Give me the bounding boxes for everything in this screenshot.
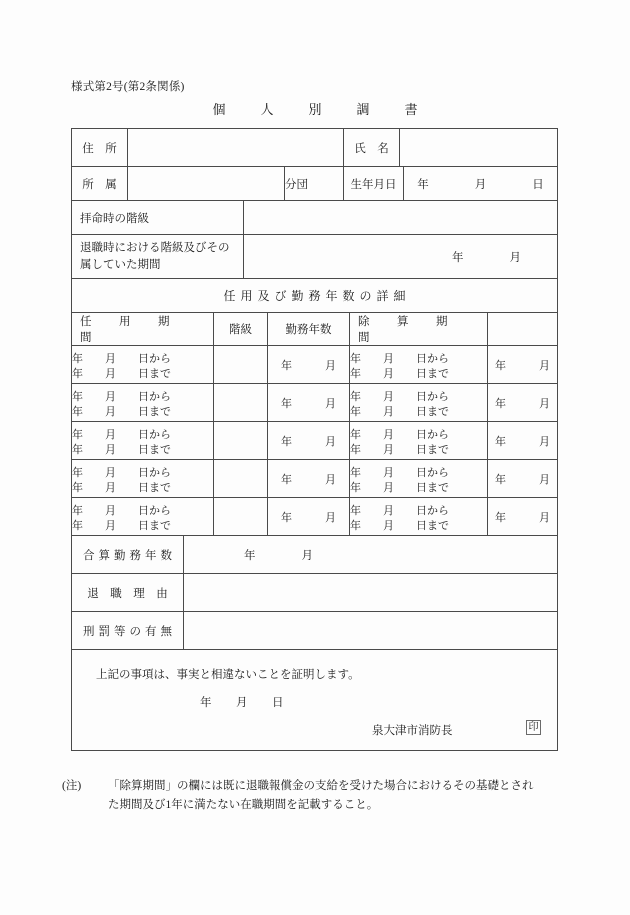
birthdate-field[interactable]: 年 月 日 — [417, 178, 544, 191]
department-field[interactable] — [128, 167, 285, 200]
appointment-period-text — [72, 423, 171, 458]
certification-signer: 泉大津市消防長 — [372, 725, 453, 737]
name-label: 氏 名 — [344, 129, 400, 166]
footnote-line2: た期間及び1年に満たない在職期間を記載すること。 — [108, 799, 379, 811]
department-label: 所 属 — [72, 167, 128, 200]
detail-excluded-period-cell[interactable] — [350, 346, 488, 383]
certification-date-year: 年 — [200, 697, 212, 709]
retirement-reason-label-text: 退 職 理 由 — [87, 587, 168, 600]
detail-excluded-total-cell[interactable]: 年 月 — [495, 397, 550, 410]
address-field[interactable] — [128, 129, 344, 166]
excluded-to: 年 月 日まで — [350, 368, 449, 380]
excluded-from: 年 月 日から — [350, 353, 449, 365]
excluded-period-text — [350, 499, 449, 534]
detail-service-cell[interactable]: 年 月 — [268, 384, 350, 421]
certification-date-day: 日 — [272, 697, 284, 709]
excluded-to: 年 月 日まで — [350, 406, 449, 418]
table-row-section-banner — [72, 279, 557, 313]
form-number: 様式第2号(第2条関係) — [71, 81, 185, 93]
name-field[interactable] — [400, 129, 557, 166]
header-excluded-total — [488, 313, 557, 345]
detail-service-cell[interactable]: 年 月 — [268, 346, 350, 383]
excluded-period-text — [350, 347, 449, 382]
header-appointment-period-text: 任 用 期 間 — [80, 316, 197, 344]
detail-excluded-period-cell[interactable] — [350, 460, 488, 497]
header-excluded-period-text: 除 算 期 間 — [358, 316, 475, 344]
appointment-from: 年 月 日から — [72, 391, 171, 403]
excluded-period-text — [350, 461, 449, 496]
detail-service-cell[interactable]: 年 月 — [268, 422, 350, 459]
detail-service-cell[interactable]: 年 月 — [268, 460, 350, 497]
total-service-label — [72, 536, 184, 573]
detail-service-cell[interactable]: 年 月 — [268, 498, 350, 535]
table-row-department — [72, 167, 557, 201]
rank-on-retirement-label-line1: 退職時における階級及びその — [80, 242, 230, 254]
detail-excluded-period-cell[interactable] — [350, 498, 488, 535]
detail-appointment-period-cell[interactable] — [72, 460, 214, 497]
excluded-to: 年 月 日まで — [350, 482, 449, 494]
appointment-to: 年 月 日まで — [72, 368, 171, 380]
excluded-from: 年 月 日から — [350, 391, 449, 403]
penalty-label — [72, 612, 184, 649]
detail-appointment-period-cell[interactable] — [72, 346, 214, 383]
detail-excluded-total-cell[interactable]: 年 月 — [495, 359, 550, 372]
appointment-from: 年 月 日から — [72, 467, 171, 479]
retirement-reason-label — [72, 574, 184, 611]
total-service-field[interactable]: 年 月 — [244, 549, 313, 562]
rank-on-retirement-period: 年 月 — [452, 251, 521, 264]
appointment-to: 年 月 日まで — [72, 444, 171, 456]
seal-icon: 印 — [526, 720, 541, 735]
certification-date-month: 月 — [236, 697, 248, 709]
rank-on-retirement-label-line2: 属していた期間 — [80, 259, 161, 271]
detail-appointment-period-cell[interactable] — [72, 422, 214, 459]
detail-excluded-total-cell[interactable]: 年 月 — [495, 473, 550, 486]
header-rank: 階級 — [214, 313, 268, 345]
appointment-period-text — [72, 347, 171, 382]
appointment-from: 年 月 日から — [72, 505, 171, 517]
appointment-from: 年 月 日から — [72, 353, 171, 365]
certification-block — [72, 650, 557, 750]
detail-excluded-period-cell[interactable] — [350, 422, 488, 459]
department-unit-label: 分団 — [285, 167, 344, 200]
rank-on-retirement-field[interactable] — [244, 235, 557, 278]
table-row-rank-on-appointment — [72, 201, 557, 235]
section-banner-text: 任用及び勤務年数の詳細 — [223, 289, 411, 303]
detail-rank-cell[interactable] — [214, 460, 268, 497]
appointment-to: 年 月 日まで — [72, 406, 171, 418]
certification-statement: 上記の事項は、事実と相違ないことを証明します。 — [96, 669, 360, 681]
table-row-retirement-reason — [72, 574, 557, 612]
table-row — [72, 460, 557, 498]
detail-rank-cell[interactable] — [214, 346, 268, 383]
rank-on-appointment-field[interactable] — [244, 201, 557, 234]
excluded-period-text — [350, 385, 449, 420]
rank-on-appointment-label: 拝命時の階級 — [72, 201, 244, 234]
excluded-from: 年 月 日から — [350, 429, 449, 441]
header-service-years: 勤務年数 — [268, 313, 350, 345]
page-title — [0, 99, 630, 118]
appointment-period-text — [72, 499, 171, 534]
rank-on-retirement-label — [72, 235, 244, 278]
table-row — [72, 422, 557, 460]
main-form-table — [71, 128, 558, 751]
appointment-period-text — [72, 461, 171, 496]
footnote — [62, 777, 567, 815]
detail-rank-cell[interactable] — [214, 422, 268, 459]
appointment-period-text — [72, 385, 171, 420]
table-row-address — [72, 129, 557, 167]
retirement-reason-field[interactable] — [184, 574, 557, 611]
total-service-label-text: 合算勤務年数 — [83, 549, 176, 562]
detail-excluded-total-cell[interactable]: 年 月 — [495, 435, 550, 448]
penalty-field[interactable] — [184, 612, 557, 649]
section-banner-label — [72, 279, 557, 312]
detail-table-header — [72, 313, 557, 346]
table-row-rank-on-retirement — [72, 235, 557, 279]
excluded-period-text — [350, 423, 449, 458]
appointment-to: 年 月 日まで — [72, 482, 171, 494]
excluded-from: 年 月 日から — [350, 505, 449, 517]
header-excluded-period — [350, 313, 488, 345]
page-title-text: 個 人 別 調 書 — [212, 102, 429, 117]
penalty-label-text: 刑罰等の有無 — [83, 625, 176, 638]
table-row — [72, 498, 557, 536]
header-appointment-period — [72, 313, 214, 345]
excluded-to: 年 月 日まで — [350, 444, 449, 456]
address-label: 住 所 — [72, 129, 128, 166]
birthdate-label: 生年月日 — [344, 167, 404, 200]
certification-date[interactable] — [200, 694, 284, 710]
detail-excluded-total-cell[interactable]: 年 月 — [495, 511, 550, 524]
footnote-label: (注) — [62, 780, 82, 792]
detail-rank-cell[interactable] — [214, 384, 268, 421]
table-row-penalty — [72, 612, 557, 650]
appointment-from: 年 月 日から — [72, 429, 171, 441]
footnote-line1: 「除算期間」の欄には既に退職報償金の支給を受けた場合におけるその基礎とされ — [108, 780, 534, 792]
excluded-from: 年 月 日から — [350, 467, 449, 479]
table-row-total-service — [72, 536, 557, 574]
excluded-to: 年 月 日まで — [350, 520, 449, 532]
detail-rank-cell[interactable] — [214, 498, 268, 535]
appointment-to: 年 月 日まで — [72, 520, 171, 532]
detail-excluded-period-cell[interactable] — [350, 384, 488, 421]
detail-appointment-period-cell[interactable] — [72, 384, 214, 421]
detail-appointment-period-cell[interactable] — [72, 498, 214, 535]
table-row — [72, 346, 557, 384]
table-row — [72, 384, 557, 422]
